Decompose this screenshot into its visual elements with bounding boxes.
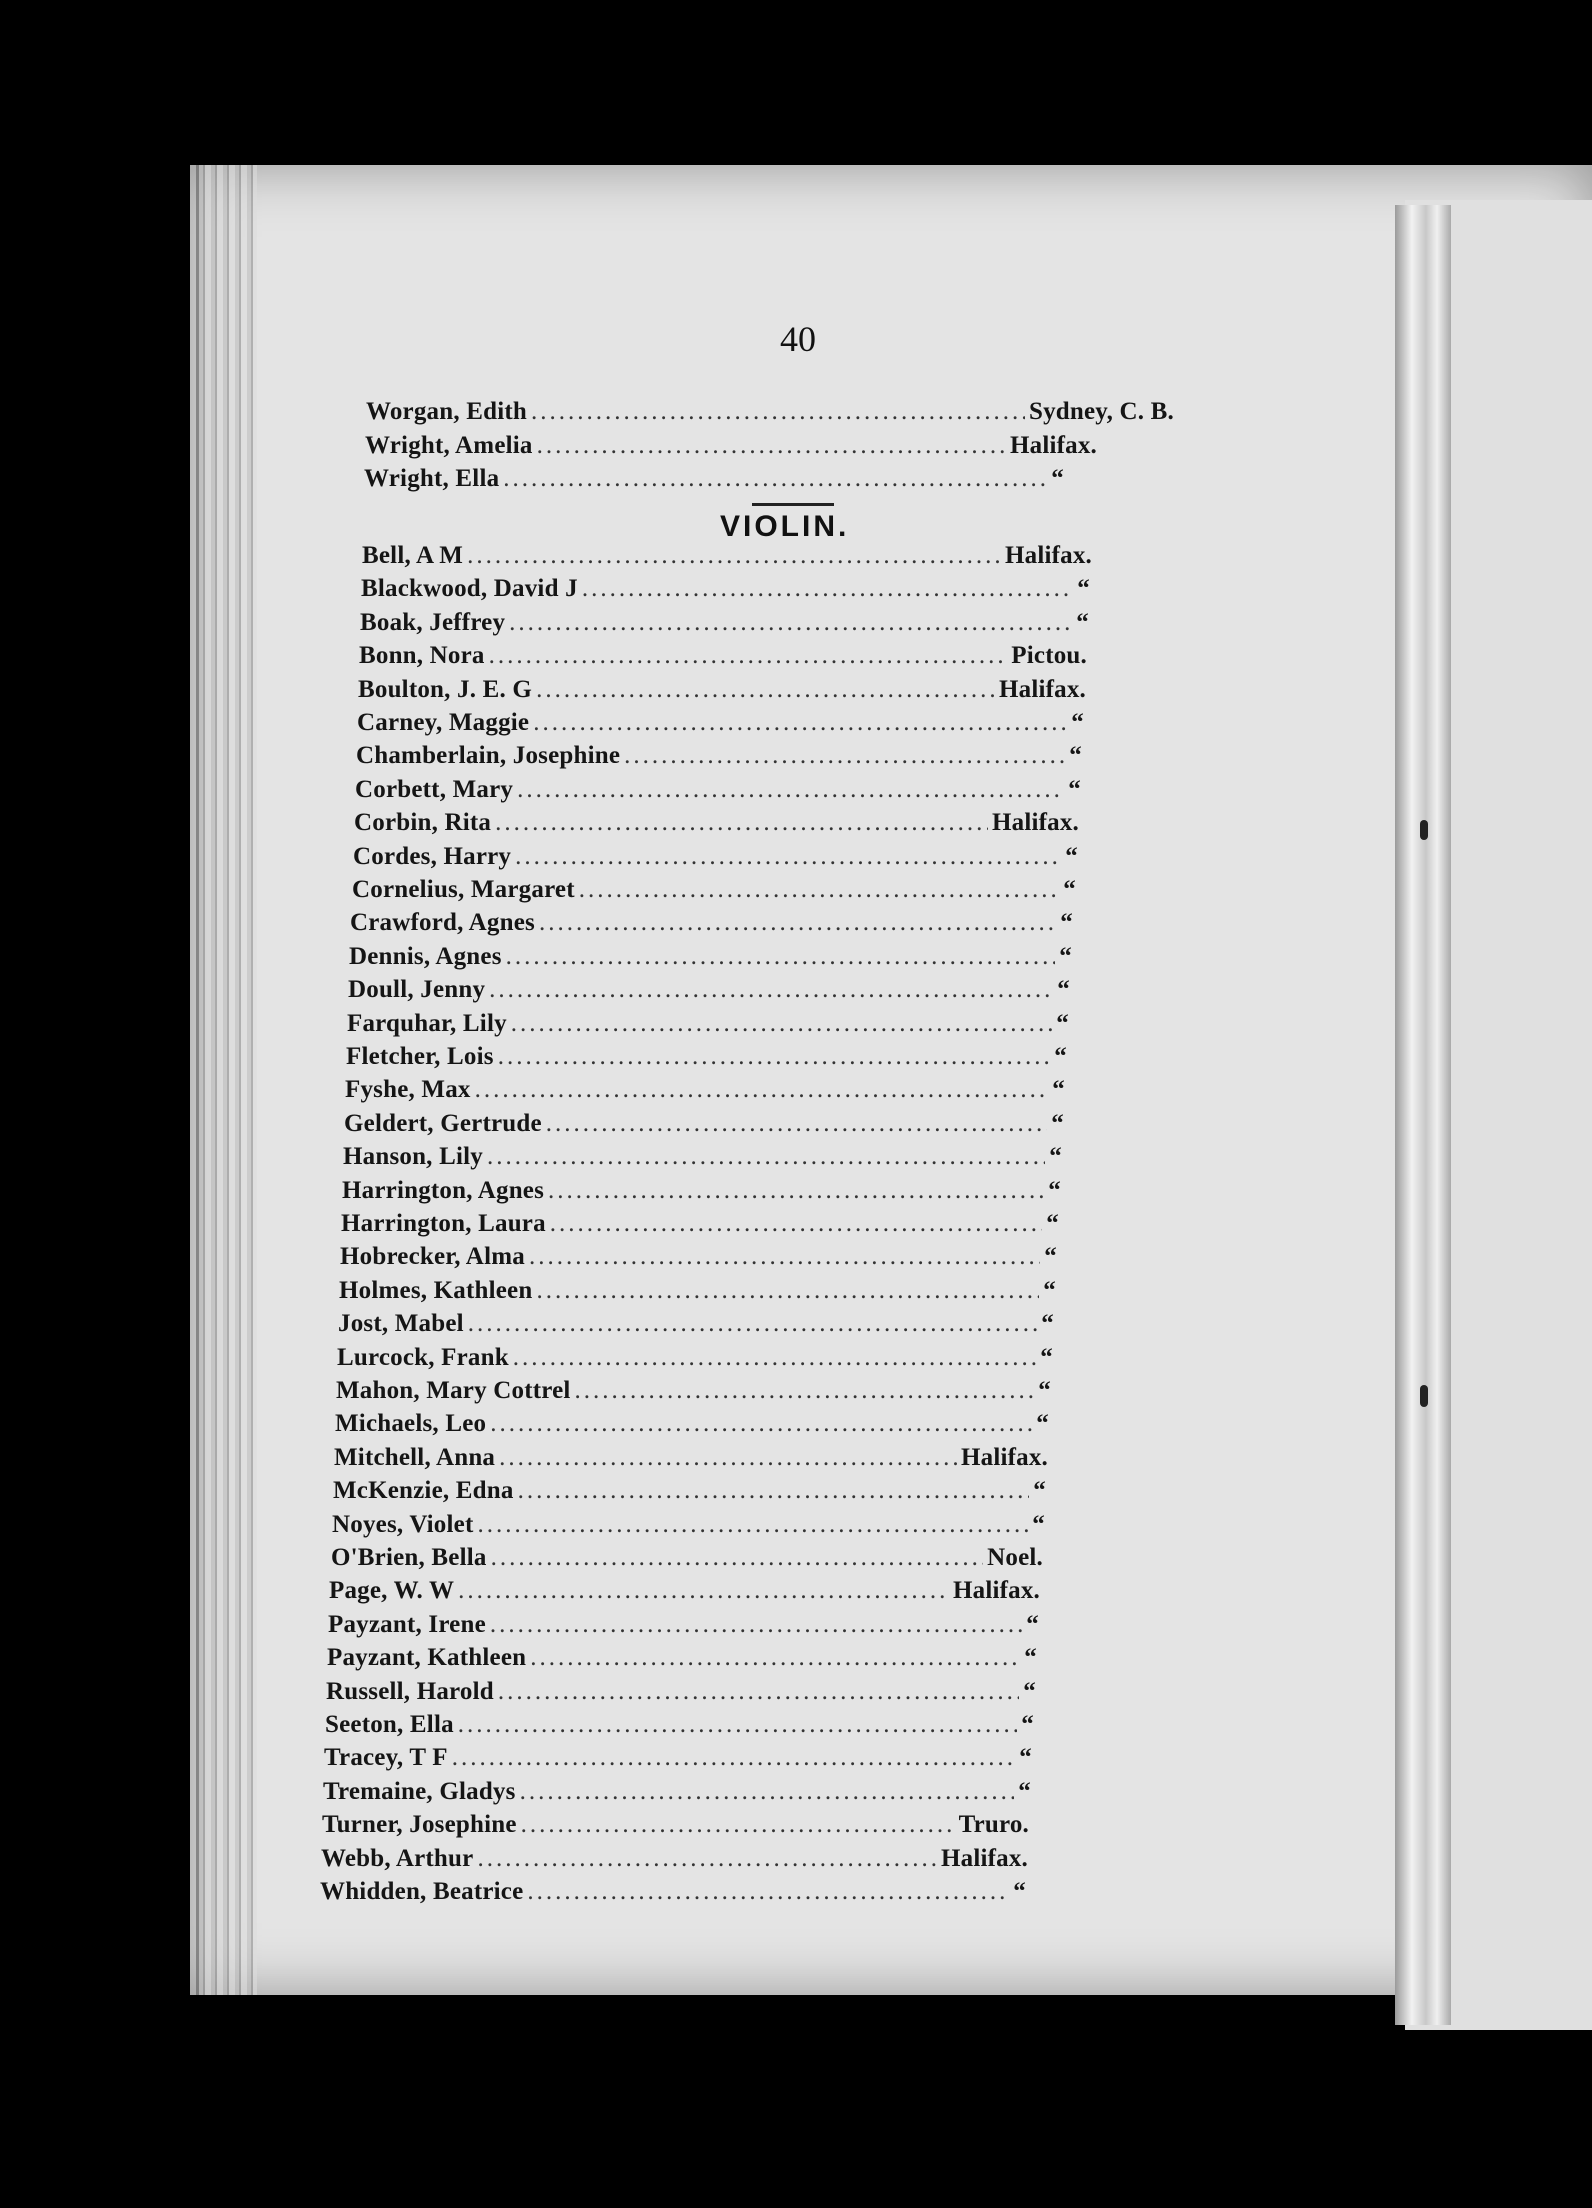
entry-name: Crawford, Agnes <box>350 909 535 936</box>
list-item <box>358 676 1086 704</box>
dot-leader <box>475 1076 1049 1104</box>
list-item <box>362 542 1092 570</box>
list-item <box>350 909 1073 937</box>
list-item <box>346 1043 1067 1071</box>
entry-place: “ <box>1023 1678 1036 1705</box>
dot-leader <box>509 609 1072 637</box>
entry-place: “ <box>1041 1310 1054 1337</box>
entry-name: Mitchell, Anna <box>334 1444 496 1471</box>
entry-place: “ <box>1021 1711 1034 1738</box>
dot-leader <box>579 876 1060 904</box>
dot-leader <box>511 1010 1053 1038</box>
entry-name: Webb, Arthur <box>321 1845 474 1872</box>
entry-name: Payzant, Kathleen <box>327 1644 527 1671</box>
list-item <box>347 1010 1069 1038</box>
list-item <box>359 642 1087 670</box>
list-item <box>320 1878 1026 1906</box>
entry-place: “ <box>1051 465 1064 492</box>
list-item <box>332 1511 1045 1539</box>
list-item <box>322 1811 1029 1839</box>
entry-place: Halifax. <box>960 1444 1048 1471</box>
entry-name: Doull, Jenny <box>348 976 486 1003</box>
list-item <box>348 976 1070 1004</box>
entry-name: Fyshe, Max <box>345 1076 471 1103</box>
dot-leader <box>491 1544 984 1572</box>
entry-name: Corbin, Rita <box>354 809 492 836</box>
entry-place: “ <box>1044 1243 1057 1270</box>
list-item <box>325 1711 1034 1739</box>
entry-place: Noel. <box>987 1544 1043 1571</box>
entry-name: Worgan, Edith <box>366 398 527 425</box>
dot-leader <box>582 575 1073 603</box>
dot-leader <box>498 1043 1051 1071</box>
entry-name: O'Brien, Bella <box>331 1544 487 1571</box>
entry-place: “ <box>1046 1210 1059 1237</box>
dot-leader <box>499 1444 957 1472</box>
dot-leader <box>513 1344 1037 1372</box>
list-item <box>340 1243 1057 1271</box>
entry-name: Dennis, Agnes <box>349 943 502 970</box>
entry-place: Truro. <box>958 1811 1029 1838</box>
entry-place: “ <box>1054 1043 1067 1070</box>
entry-name: Chamberlain, Josephine <box>356 742 621 769</box>
entry-place: “ <box>1065 843 1078 870</box>
entry-name: Payzant, Irene <box>328 1611 486 1638</box>
entry-name: Cornelius, Margaret <box>352 876 575 903</box>
page-number: 40 <box>780 319 816 359</box>
entry-place: “ <box>1013 1878 1026 1905</box>
entry-name: Harrington, Laura <box>341 1210 546 1237</box>
entry-place: “ <box>1076 609 1089 636</box>
dot-leader <box>536 676 995 704</box>
entry-name: Carney, Maggie <box>357 709 530 736</box>
entry-name: Hobrecker, Alma <box>340 1243 525 1270</box>
list-item <box>336 1377 1051 1405</box>
entry-place: “ <box>1068 776 1081 803</box>
dot-leader <box>530 1644 1020 1672</box>
list-item <box>356 742 1082 770</box>
entry-place: Halifax. <box>940 1845 1028 1872</box>
list-item <box>345 1076 1065 1104</box>
entry-place: Halifax. <box>1009 432 1097 459</box>
entry-place: Halifax. <box>991 809 1079 836</box>
entry-name: Whidden, Beatrice <box>320 1878 524 1905</box>
entry-name: Mahon, Mary Cottrel <box>336 1377 571 1404</box>
entry-name: Page, W. W <box>329 1577 455 1604</box>
entry-name: Jost, Mabel <box>338 1310 464 1337</box>
entry-place: Pictou. <box>1011 642 1087 669</box>
dot-leader <box>515 843 1061 871</box>
list-item <box>352 876 1076 904</box>
list-item <box>323 1778 1031 1806</box>
entry-name: Bonn, Nora <box>359 642 485 669</box>
entry-place: Halifax. <box>1004 542 1092 569</box>
list-item <box>353 843 1078 871</box>
dot-leader <box>575 1377 1035 1405</box>
entry-name: Seeton, Ella <box>325 1711 454 1738</box>
entry-name: Fletcher, Lois <box>346 1043 494 1070</box>
entry-name: Hanson, Lily <box>343 1143 483 1170</box>
list-item <box>327 1644 1037 1672</box>
dot-leader <box>490 1410 1032 1438</box>
entry-place: “ <box>1077 575 1090 602</box>
dot-leader <box>452 1744 1016 1772</box>
dot-leader <box>624 742 1065 770</box>
section-heading: VIOLIN. <box>720 510 850 543</box>
dot-leader <box>458 1711 1018 1739</box>
list-item <box>349 943 1072 971</box>
list-item <box>360 609 1089 637</box>
dot-leader <box>536 1277 1039 1305</box>
entry-name: Russell, Harold <box>326 1678 494 1705</box>
entry-place: “ <box>1019 1744 1032 1771</box>
list-item <box>341 1210 1059 1238</box>
entry-place: “ <box>1052 1076 1065 1103</box>
entry-name: Turner, Josephine <box>322 1811 517 1838</box>
dot-leader <box>498 1678 1019 1706</box>
list-item <box>331 1544 1043 1572</box>
dot-leader <box>489 642 1008 670</box>
dot-leader <box>468 1310 1038 1338</box>
entry-place: “ <box>1071 709 1084 736</box>
list-item <box>343 1143 1062 1171</box>
entry-name: Cordes, Harry <box>353 843 512 870</box>
dot-leader <box>518 1477 1030 1505</box>
entry-place: Halifax. <box>952 1577 1040 1604</box>
entry-name: Noyes, Violet <box>332 1511 474 1538</box>
list-item <box>354 809 1079 837</box>
list-item <box>333 1477 1046 1505</box>
dot-leader <box>529 1243 1040 1271</box>
entry-name: Tracey, T F <box>324 1744 448 1771</box>
entry-place: “ <box>1033 1477 1046 1504</box>
entry-place: “ <box>1032 1511 1045 1538</box>
dot-leader <box>539 909 1056 937</box>
list-item <box>335 1410 1049 1438</box>
entry-place: “ <box>1060 909 1073 936</box>
entry-name: Michaels, Leo <box>335 1410 487 1437</box>
entry-place: “ <box>1069 742 1082 769</box>
dot-leader <box>458 1577 949 1605</box>
entry-name: Boak, Jeffrey <box>360 609 506 636</box>
entry-name: Boulton, J. E. G <box>358 676 533 703</box>
entry-place: “ <box>1036 1410 1049 1437</box>
entry-name: Bell, A M <box>362 542 464 569</box>
dot-leader <box>520 1778 1015 1806</box>
list-item <box>361 575 1090 603</box>
list-item <box>357 709 1084 737</box>
entry-name: Wright, Amelia <box>365 432 533 459</box>
list-item <box>342 1177 1061 1205</box>
dot-leader <box>527 1878 1009 1906</box>
entry-place: Halifax. <box>998 676 1086 703</box>
entry-name: Harrington, Agnes <box>342 1177 545 1204</box>
entry-place: “ <box>1024 1644 1037 1671</box>
list-item <box>344 1110 1064 1138</box>
dot-leader <box>550 1210 1043 1238</box>
entry-name: Geldert, Gertrude <box>344 1110 542 1137</box>
entry-place: “ <box>1059 943 1072 970</box>
list-item <box>328 1611 1039 1639</box>
dot-leader <box>467 542 1001 570</box>
list-item <box>324 1744 1032 1772</box>
entry-place: “ <box>1057 976 1070 1003</box>
entry-name: Farquhar, Lily <box>347 1010 507 1037</box>
dot-leader <box>495 809 988 837</box>
list-item <box>321 1845 1028 1873</box>
dot-leader <box>489 976 1053 1004</box>
entry-name: McKenzie, Edna <box>333 1477 514 1504</box>
entry-name: Holmes, Kathleen <box>339 1277 533 1304</box>
dot-leader <box>548 1177 1044 1205</box>
list-item <box>326 1678 1036 1706</box>
entry-name: Corbett, Mary <box>355 776 514 803</box>
entry-place: “ <box>1040 1344 1053 1371</box>
entry-place: Sydney, C. B. <box>1028 398 1174 425</box>
list-item <box>329 1577 1040 1605</box>
entry-place: “ <box>1018 1778 1031 1805</box>
list-item <box>339 1277 1056 1305</box>
entry-place: “ <box>1038 1377 1051 1404</box>
entry-name: Blackwood, David J <box>361 575 578 602</box>
entry-place: “ <box>1043 1277 1056 1304</box>
dot-leader <box>533 709 1067 737</box>
entry-place: “ <box>1026 1611 1039 1638</box>
dot-leader <box>477 1511 1028 1539</box>
entry-name: Tremaine, Gladys <box>323 1778 516 1805</box>
entry-place: “ <box>1048 1177 1061 1204</box>
list-item <box>337 1344 1053 1372</box>
dot-leader <box>521 1811 955 1839</box>
list-item <box>338 1310 1054 1338</box>
dot-leader <box>487 1143 1045 1171</box>
entry-name: Lurcock, Frank <box>337 1344 509 1371</box>
dot-leader <box>490 1611 1022 1639</box>
entry-name: Wright, Ella <box>364 465 500 492</box>
entry-place: “ <box>1051 1110 1064 1137</box>
dot-leader <box>477 1845 937 1873</box>
list-item <box>334 1444 1048 1472</box>
entry-place: “ <box>1049 1143 1062 1170</box>
list-item <box>355 776 1081 804</box>
entry-place: “ <box>1063 876 1076 903</box>
dot-leader <box>506 943 1056 971</box>
dot-leader <box>546 1110 1048 1138</box>
dot-leader <box>517 776 1064 804</box>
entry-place: “ <box>1056 1010 1069 1037</box>
